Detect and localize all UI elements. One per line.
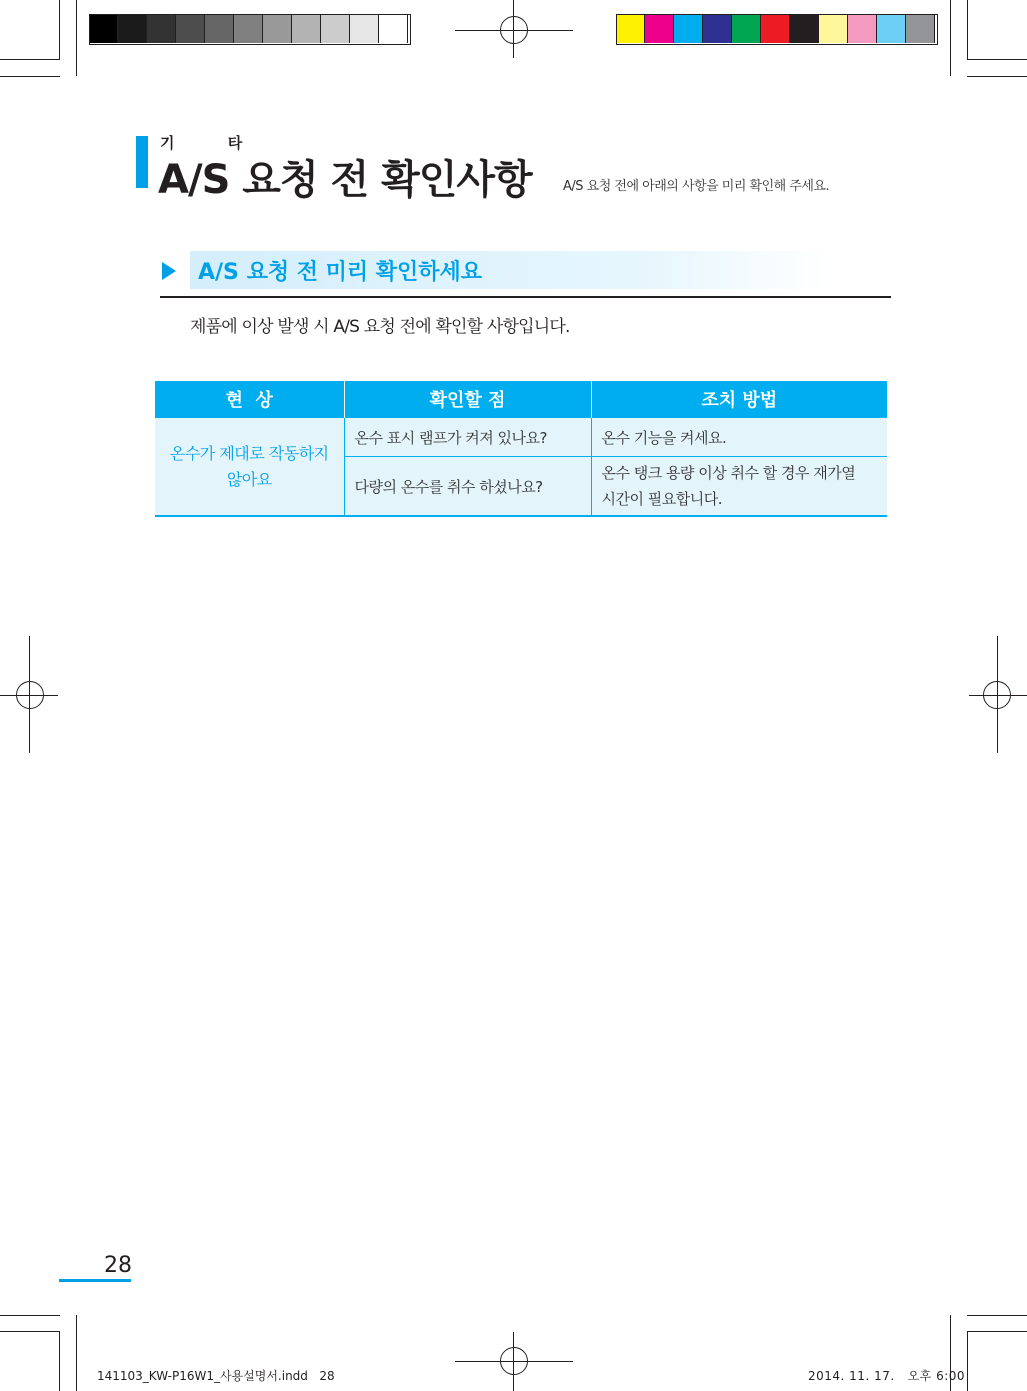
footer-file-name: 141103_KW-P16W1_사용설명서.indd 28 [97,1369,335,1383]
page-number: 28 [104,1253,132,1278]
action-cell: 온수 기능을 켜세요. [591,418,887,457]
header-symptom: 현 상 [155,381,344,418]
symptom-text-line1: 온수가 제대로 작동하지 [169,443,329,463]
grayscale-color-bar-outline [89,14,411,45]
action-text-line1: 온수 탱크 용량 이상 취수 할 경우 재가열 [601,464,856,482]
table-row [155,418,887,457]
table-header-row [155,381,887,418]
symptom-cell [155,418,344,517]
page-number-underline [59,1279,131,1282]
process-color-bar-outline [616,14,938,45]
header-check: 확인할 점 [344,381,591,418]
section-intro: 제품에 이상 발생 시 A/S 요청 전에 확인할 사항입니다. [190,317,570,337]
footer-datetime: 2014. 11. 17. 오후 6:00 [808,1369,966,1383]
section-title: A/S 요청 전 미리 확인하세요 [198,260,483,285]
action-cell [591,457,887,517]
title-note: A/S 요청 전에 아래의 사항을 미리 확인해 주세요. [563,179,830,194]
check-cell: 다량의 온수를 취수 하셨나요? [344,457,591,517]
category-label: 기 타 [160,134,267,152]
action-text-line2: 시간이 필요합니다. [601,490,722,508]
check-cell: 온수 표시 램프가 켜져 있나요? [344,418,591,457]
triangle-bullet-icon [162,262,176,280]
section-divider [160,296,891,298]
troubleshooting-table [155,381,887,517]
title-accent-bar [136,136,148,188]
symptom-text-line2: 않아요 [226,469,272,489]
header-action: 조치 방법 [591,381,887,418]
page-title: A/S 요청 전 확인사항 [158,157,532,203]
